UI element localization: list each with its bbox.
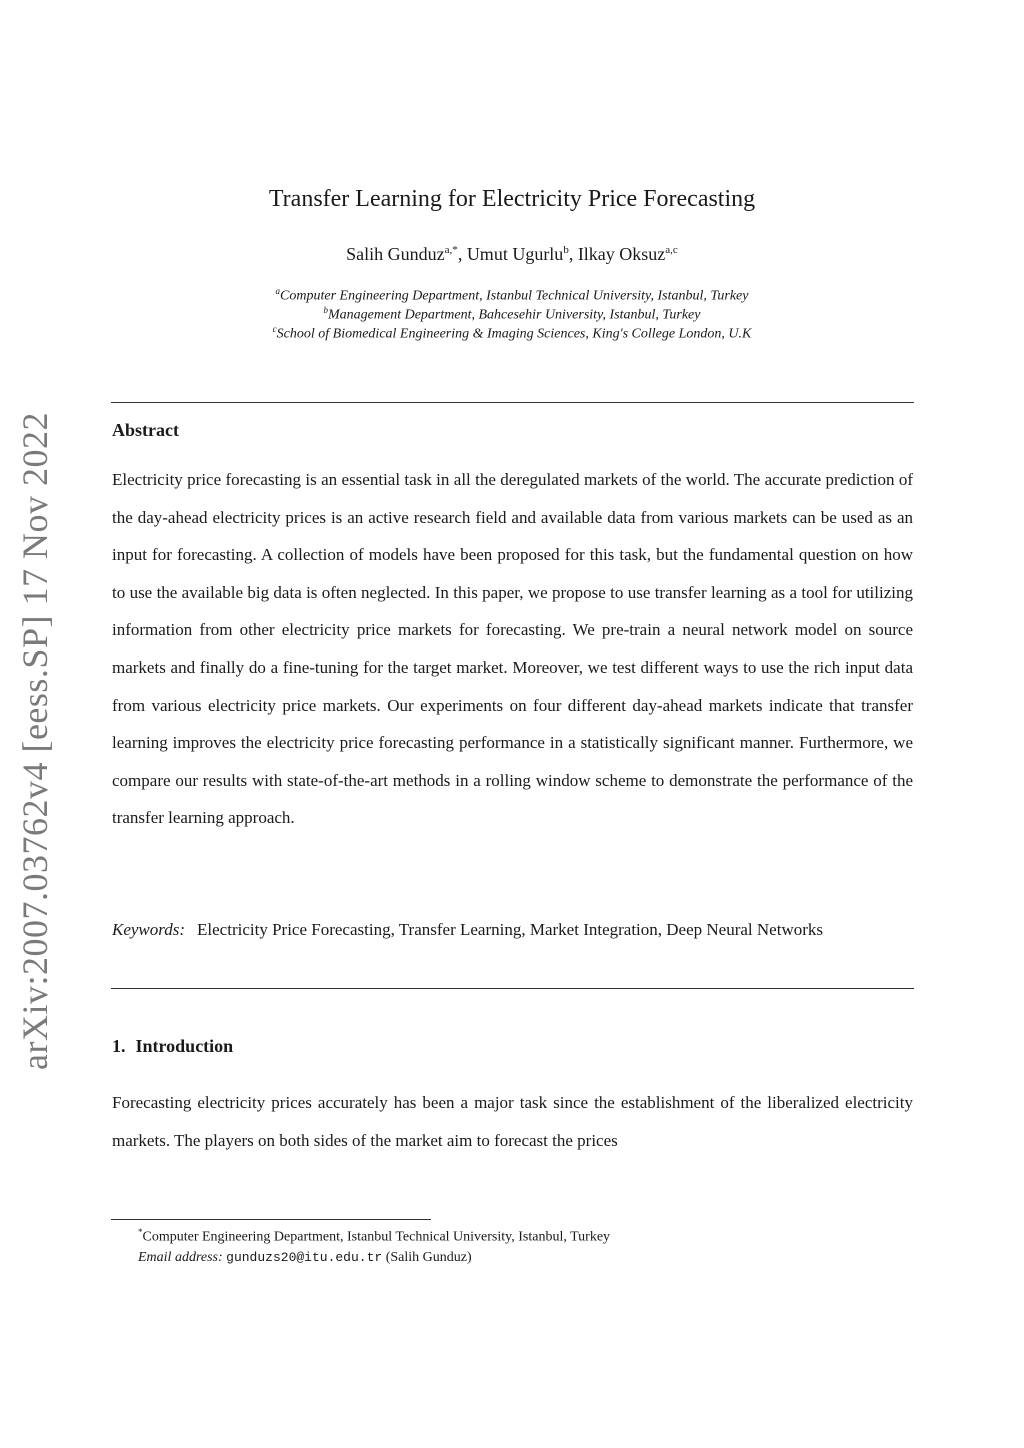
abstract-top-rule [111,402,914,403]
section-title: Introduction [135,1036,234,1056]
footnote [138,1222,918,1268]
affiliation [0,286,1024,305]
footnote-mark: * [138,1227,143,1237]
author-list: Salih Gunduz$^{a,*}$, Umut Ugurlu$^b$, Ilkay Oksuz$^{a,c}$ [346,244,678,264]
footnote-affiliation [138,1222,918,1248]
affiliation-mark: a [275,286,281,296]
email-label: Email address: [138,1249,223,1265]
footnote-rule [111,1219,431,1220]
affiliation-text: Management Department, Bahcesehir University, Istanbul, Turkey [328,307,701,323]
arxiv-identifier: arXiv:2007.03762v4 [eess.SP] 17 Nov 2022 [15,412,55,1070]
affiliation [0,305,1024,324]
author-affil-mark: a,* [444,244,458,256]
affiliation-mark: b [323,305,328,315]
author-affil-mark: b [563,244,569,256]
author-name: Ilkay Oksuz [577,244,666,264]
author-name: Salih Gunduz [346,244,445,264]
email-owner: (Salih Gunduz) [385,1249,472,1265]
keywords [112,911,913,948]
keywords-text: Electricity Price Forecasting, Transfer Learning, Market Integration, Deep Neural Networks [197,920,823,939]
abstract-bottom-rule [111,988,914,989]
section-number: 1. [112,1036,126,1056]
section-heading [112,1036,233,1057]
keywords-label: Keywords: [112,920,186,939]
author-name: Umut Ugurlu [466,244,564,264]
affiliation-text: School of Biomedical Engineering & Imaging Sciences, King's College London, U.K [276,326,752,342]
author-affil-mark: a,c [665,244,678,256]
abstract-text: Electricity price forecasting is an essential task in all the deregulated markets of the world. The accurate prediction of the day-ahead electricity prices is an active research field and available data from various markets can be used as an input for forecasting. A collection of models have been proposed for this task, but the fundamental question on how to use the available big data is often neglected. In this paper, we propose to use transfer learning as a tool for utilizing information from other electricity price markets for forecasting. We pre-train a neural network model on source markets and finally do a fine-tuning for the target market. Moreover, we test different ways to use the rich input data from various electricity price markets. Our experiments on four different day-ahead markets indicate that transfer learning improves the electricity price forecasting performance in a statistically significant manner. Furthermore, we compare our results with state-of-the-art methods in a rolling window scheme to demonstrate the performance of the transfer learning approach. [112,470,913,828]
abstract-heading: Abstract [112,420,179,440]
paper-title: Transfer Learning for Electricity Price Forecasting [268,186,756,212]
affiliation-text: Computer Engineering Department, Istanbul Technical University, Istanbul, Turkey [280,288,749,304]
affiliation [0,324,1024,343]
introduction-text: Forecasting electricity prices accurately has been a major task since the establishment of the liberalized electricity markets. The players on both sides of the market aim to forecast the prices [112,1093,913,1150]
affiliation-mark: c [272,324,277,334]
footnote-email [138,1248,918,1268]
footnote-text: Computer Engineering Department, Istanbul Technical University, Istanbul, Turkey [142,1229,611,1245]
email-address[interactable]: gunduzs20@itu.edu.tr [226,1249,383,1265]
